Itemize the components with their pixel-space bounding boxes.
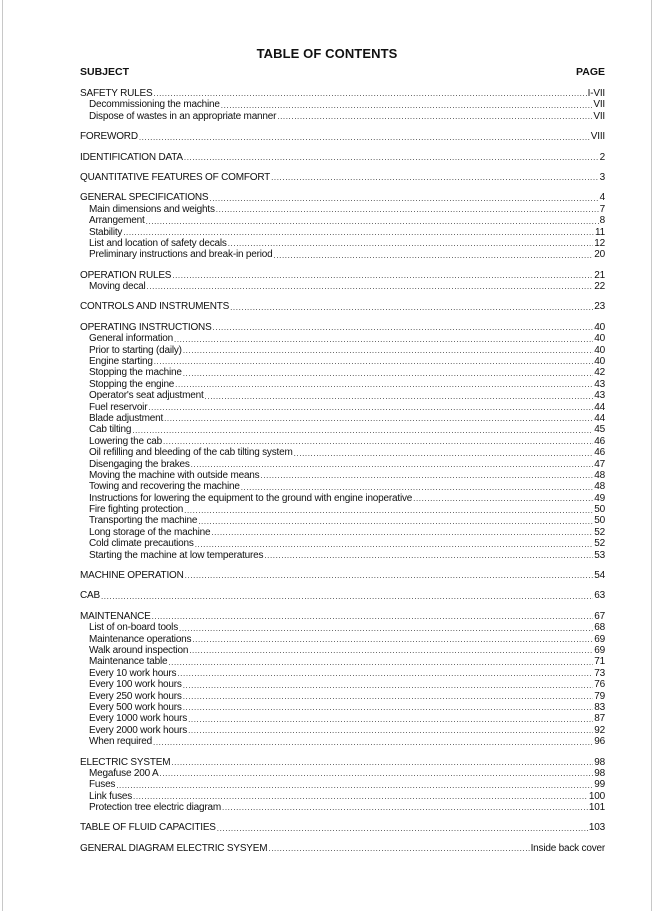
dot-leader xyxy=(152,612,594,622)
entry-page-number: I-VII xyxy=(587,88,605,99)
toc-section-entry[interactable] xyxy=(80,301,605,312)
section-gap xyxy=(80,122,605,131)
toc-subsection-entry[interactable] xyxy=(80,702,605,713)
table-of-contents xyxy=(80,88,605,854)
entry-page-number: 46 xyxy=(594,435,605,447)
toc-section-entry[interactable] xyxy=(80,192,605,203)
entry-page-number: 8 xyxy=(599,215,605,227)
entry-label: Arrangement xyxy=(89,215,145,227)
dot-leader xyxy=(183,346,593,356)
toc-subsection-entry[interactable] xyxy=(80,111,605,122)
toc-subsection-entry[interactable] xyxy=(80,333,605,344)
entry-page-number: VIII xyxy=(590,131,605,143)
entry-label: OPERATING INSTRUCTIONS xyxy=(80,321,212,333)
entry-label: Decommissioning the machine xyxy=(89,99,220,111)
toc-subsection-entry[interactable] xyxy=(80,538,605,549)
entry-page-number: 83 xyxy=(594,701,605,713)
toc-subsection-entry[interactable] xyxy=(80,356,605,367)
entry-page-number: 50 xyxy=(594,515,605,527)
dot-leader xyxy=(268,844,529,854)
entry-label: Disengaging the brakes xyxy=(89,458,190,470)
entry-page-number: 23 xyxy=(594,301,605,313)
entry-page-number: 11 xyxy=(595,226,605,238)
entry-label: GENERAL SPECIFICATIONS xyxy=(80,192,209,204)
toc-subsection-entry[interactable] xyxy=(80,768,605,779)
column-header-page: PAGE xyxy=(576,66,605,78)
toc-subsection-entry[interactable] xyxy=(80,622,605,633)
toc-subsection-entry[interactable] xyxy=(80,679,605,690)
dot-leader xyxy=(185,571,594,581)
entry-label: Every 250 work hours xyxy=(89,690,182,702)
toc-subsection-entry[interactable] xyxy=(80,691,605,702)
entry-page-number: 98 xyxy=(594,767,605,779)
dot-leader xyxy=(133,792,588,802)
dot-leader xyxy=(184,506,593,516)
entry-page-number: 20 xyxy=(594,249,605,261)
dot-leader xyxy=(163,437,593,447)
dot-leader xyxy=(183,703,594,713)
dot-leader xyxy=(177,669,593,679)
toc-section-entry[interactable] xyxy=(80,611,605,622)
dot-leader xyxy=(153,738,593,748)
dot-leader xyxy=(188,726,593,736)
section-gap xyxy=(80,748,605,757)
entry-page-number: 50 xyxy=(594,504,605,516)
entry-page-number: 99 xyxy=(594,779,605,791)
entry-label: List of on-board tools xyxy=(89,622,178,634)
toc-subsection-entry[interactable] xyxy=(80,99,605,110)
toc-subsection-entry[interactable] xyxy=(80,402,605,413)
dot-leader xyxy=(183,681,594,691)
section-gap xyxy=(80,261,605,270)
section-gap xyxy=(80,313,605,322)
entry-label: QUANTITATIVE FEATURES OF COMFORT xyxy=(80,171,271,183)
entry-label: Protection tree electric diagram xyxy=(89,802,221,814)
entry-page-number: 3 xyxy=(599,171,605,183)
toc-subsection-entry[interactable] xyxy=(80,713,605,724)
entry-page-number: 12 xyxy=(594,237,605,249)
toc-section-entry[interactable] xyxy=(80,590,605,601)
dot-leader xyxy=(221,101,593,111)
toc-subsection-entry[interactable] xyxy=(80,791,605,802)
dot-leader xyxy=(189,646,593,656)
section-gap xyxy=(80,581,605,590)
entry-label: Walk around inspection xyxy=(89,645,189,656)
entry-label: SAFETY RULES xyxy=(80,88,153,99)
dot-leader xyxy=(271,173,599,183)
toc-subsection-entry[interactable] xyxy=(80,736,605,747)
toc-subsection-entry[interactable] xyxy=(80,516,605,527)
entry-page-number: 96 xyxy=(594,736,605,748)
toc-subsection-entry[interactable] xyxy=(80,390,605,401)
entry-page-number: 7 xyxy=(599,203,605,215)
entry-page-number: 44 xyxy=(594,401,605,413)
dot-leader xyxy=(228,239,594,249)
dot-leader xyxy=(172,271,593,281)
section-gap xyxy=(80,183,605,192)
dot-leader xyxy=(188,715,593,725)
entry-page-number: 53 xyxy=(594,549,605,561)
dot-leader xyxy=(146,217,599,227)
entry-label: Cab tilting xyxy=(89,424,132,436)
dot-leader xyxy=(213,323,594,333)
entry-page-number: 44 xyxy=(594,412,605,424)
dot-leader xyxy=(205,392,594,402)
entry-page-number: 22 xyxy=(594,281,605,293)
dot-leader xyxy=(294,449,594,459)
dot-leader xyxy=(264,551,593,561)
page-border-left xyxy=(2,0,3,911)
dot-leader xyxy=(175,380,593,390)
toc-subsection-entry[interactable] xyxy=(80,459,605,470)
dot-leader xyxy=(154,357,594,367)
toc-subsection-entry[interactable] xyxy=(80,668,605,679)
dot-leader xyxy=(183,369,594,379)
toc-subsection-entry[interactable] xyxy=(80,345,605,356)
dot-leader xyxy=(164,414,593,424)
entry-page-number: 21 xyxy=(594,269,605,281)
toc-subsection-entry[interactable] xyxy=(80,725,605,736)
entry-label: Stopping the engine xyxy=(89,378,175,390)
entry-page-number: 100 xyxy=(588,790,605,802)
dot-leader xyxy=(153,89,586,99)
dot-leader xyxy=(101,592,593,602)
section-gap xyxy=(80,834,605,843)
dot-leader xyxy=(230,303,593,313)
dot-leader xyxy=(179,624,593,634)
entry-label: Instructions for lowering the equipment to the ground with engine inoperative xyxy=(89,492,413,504)
entry-label: Preliminary instructions and break-in period xyxy=(89,249,273,261)
entry-page-number: 76 xyxy=(594,679,605,691)
dot-leader xyxy=(132,426,593,436)
dot-leader xyxy=(277,112,592,122)
dot-leader xyxy=(222,803,588,813)
entry-page-number: 67 xyxy=(594,610,605,622)
page-title: TABLE OF CONTENTS xyxy=(256,46,398,61)
entry-page-number: 40 xyxy=(594,356,605,368)
toc-section-entry[interactable] xyxy=(80,570,605,581)
section-gap xyxy=(80,561,605,570)
toc-subsection-entry[interactable] xyxy=(80,424,605,435)
entry-page-number: 54 xyxy=(594,570,605,582)
dot-leader xyxy=(217,824,588,834)
dot-leader xyxy=(191,460,594,470)
toc-section-entry[interactable] xyxy=(80,322,605,333)
dot-leader xyxy=(183,692,594,702)
entry-label: IDENTIFICATION DATA xyxy=(80,151,183,163)
entry-label: Stability xyxy=(89,226,123,238)
toc-section-entry[interactable] xyxy=(80,131,605,142)
entry-label: Cold climate precautions xyxy=(89,538,194,550)
toc-subsection-entry[interactable] xyxy=(80,493,605,504)
entry-page-number: 87 xyxy=(594,713,605,725)
entry-label: Every 500 work hours xyxy=(89,701,182,713)
entry-label: Link fuses xyxy=(89,790,133,802)
toc-subsection-entry[interactable] xyxy=(80,227,605,238)
entry-label: When required xyxy=(89,736,152,748)
entry-label: List and location of safety decals xyxy=(89,237,227,249)
dot-leader xyxy=(274,251,594,261)
dot-leader xyxy=(159,769,593,779)
toc-subsection-entry[interactable] xyxy=(80,413,605,424)
toc-subsection-entry[interactable] xyxy=(80,481,605,492)
toc-subsection-entry[interactable] xyxy=(80,550,605,561)
entry-label: Dispose of wastes in an appropriate manner xyxy=(89,110,277,122)
section-gap xyxy=(80,143,605,152)
entry-label: Transporting the machine xyxy=(89,515,198,527)
dot-leader xyxy=(192,635,593,645)
entry-label: MACHINE OPERATION xyxy=(80,570,184,582)
entry-page-number: 43 xyxy=(594,390,605,402)
entry-label: Engine starting xyxy=(89,356,153,368)
entry-page-number: 48 xyxy=(594,481,605,493)
toc-subsection-entry[interactable] xyxy=(80,204,605,215)
entry-label: Operator's seat adjustment xyxy=(89,390,204,402)
entry-label: Main dimensions and weights xyxy=(89,203,215,215)
entry-label: Every 1000 work hours xyxy=(89,713,188,725)
toc-section-entry[interactable] xyxy=(80,172,605,183)
entry-page-number: 45 xyxy=(594,424,605,436)
entry-label: Every 100 work hours xyxy=(89,679,182,691)
entry-label: Moving decal xyxy=(89,281,146,293)
dot-leader xyxy=(195,540,594,550)
dot-leader xyxy=(116,781,593,791)
entry-label: Oil refilling and bleeding of the cab tilting system xyxy=(89,447,293,459)
toc-subsection-entry[interactable] xyxy=(80,379,605,390)
entry-label: OPERATION RULES xyxy=(80,269,172,281)
entry-page-number: 40 xyxy=(594,333,605,345)
toc-section-entry[interactable] xyxy=(80,152,605,163)
entry-label: Every 10 work hours xyxy=(89,667,177,679)
page-border-right xyxy=(651,0,652,911)
toc-subsection-entry[interactable] xyxy=(80,779,605,790)
entry-page-number: 71 xyxy=(594,656,605,668)
toc-subsection-entry[interactable] xyxy=(80,802,605,813)
entry-page-number: 63 xyxy=(594,590,605,602)
dot-leader xyxy=(171,758,593,768)
toc-subsection-entry[interactable] xyxy=(80,436,605,447)
entry-page-number: 52 xyxy=(594,538,605,550)
toc-subsection-entry[interactable] xyxy=(80,447,605,458)
dot-leader xyxy=(168,658,593,668)
entry-label: TABLE OF FLUID CAPACITIES xyxy=(80,822,216,834)
entry-page-number: 40 xyxy=(594,321,605,333)
entry-page-number: 98 xyxy=(594,756,605,768)
toc-subsection-entry[interactable] xyxy=(80,645,605,656)
entry-label: CONTROLS AND INSTRUMENTS xyxy=(80,301,230,313)
toc-subsection-entry[interactable] xyxy=(80,215,605,226)
entry-page-number: 92 xyxy=(594,724,605,736)
dot-leader xyxy=(241,483,594,493)
entry-page-number: 103 xyxy=(588,822,605,834)
dot-leader xyxy=(198,517,593,527)
dot-leader xyxy=(148,403,593,413)
toc-subsection-entry[interactable] xyxy=(80,249,605,260)
entry-label: CAB xyxy=(80,590,100,602)
entry-page-number: 73 xyxy=(594,667,605,679)
dot-leader xyxy=(260,471,593,481)
section-gap xyxy=(80,163,605,172)
toc-section-entry[interactable] xyxy=(80,88,605,99)
dot-leader xyxy=(147,282,594,292)
entry-label: MAINTENANCE xyxy=(80,610,151,622)
entry-label: Maintenance table xyxy=(89,656,168,668)
toc-subsection-entry[interactable] xyxy=(80,281,605,292)
entry-page-number: 2 xyxy=(599,151,605,163)
entry-label: Fuses xyxy=(89,779,116,791)
entry-label: Lowering the cab xyxy=(89,435,162,447)
entry-page-number: 79 xyxy=(594,690,605,702)
dot-leader xyxy=(209,194,598,204)
entry-label: Megafuse 200 A xyxy=(89,767,159,779)
toc-subsection-entry[interactable] xyxy=(80,527,605,538)
entry-label: ELECTRIC SYSTEM xyxy=(80,756,171,768)
entry-label: Stopping the machine xyxy=(89,367,182,379)
dot-leader xyxy=(413,494,593,504)
entry-page-number: Inside back cover xyxy=(530,842,605,854)
entry-label: Long storage of the machine xyxy=(89,526,211,538)
entry-label: FOREWORD xyxy=(80,131,138,143)
entry-page-number: 42 xyxy=(594,367,605,379)
entry-label: Towing and recovering the machine xyxy=(89,481,240,493)
entry-page-number: VII xyxy=(593,110,605,122)
toc-section-entry[interactable] xyxy=(80,270,605,281)
toc-section-entry[interactable] xyxy=(80,822,605,833)
dot-leader xyxy=(216,205,599,215)
entry-page-number: 52 xyxy=(594,526,605,538)
entry-page-number: 47 xyxy=(594,458,605,470)
entry-label: GENERAL DIAGRAM ELECTRIC SYSYEM xyxy=(80,842,268,854)
entry-page-number: 43 xyxy=(594,378,605,390)
entry-label: Fire fighting protection xyxy=(89,504,184,516)
entry-page-number: 101 xyxy=(588,802,605,814)
dot-leader xyxy=(174,335,593,345)
entry-label: Maintenance operations xyxy=(89,633,192,645)
toc-subsection-entry[interactable] xyxy=(80,634,605,645)
toc-section-entry[interactable] xyxy=(80,843,605,854)
entry-page-number: 40 xyxy=(594,344,605,356)
entry-label: Prior to starting (daily) xyxy=(89,344,182,356)
entry-page-number: 68 xyxy=(594,622,605,634)
entry-page-number: 4 xyxy=(599,192,605,204)
entry-page-number: 49 xyxy=(594,492,605,504)
section-gap xyxy=(80,602,605,611)
dot-leader xyxy=(211,528,593,538)
entry-label: Starting the machine at low temperatures xyxy=(89,549,264,561)
dot-leader xyxy=(139,133,590,143)
toc-subsection-entry[interactable] xyxy=(80,367,605,378)
entry-page-number: VII xyxy=(593,99,605,111)
toc-subsection-entry[interactable] xyxy=(80,470,605,481)
toc-subsection-entry[interactable] xyxy=(80,656,605,667)
section-gap xyxy=(80,292,605,301)
section-gap xyxy=(80,813,605,822)
entry-label: Blade adjustment xyxy=(89,412,164,424)
entry-page-number: 48 xyxy=(594,469,605,481)
entry-page-number: 46 xyxy=(594,447,605,459)
entry-page-number: 69 xyxy=(594,633,605,645)
entry-page-number: 69 xyxy=(594,645,605,656)
entry-label: Fuel reservoir xyxy=(89,401,148,413)
entry-label: General information xyxy=(89,333,174,345)
column-header-subject: SUBJECT xyxy=(80,66,130,78)
entry-label: Moving the machine with outside means xyxy=(89,469,260,481)
entry-label: Every 2000 work hours xyxy=(89,724,188,736)
toc-section-entry[interactable] xyxy=(80,757,605,768)
toc-subsection-entry[interactable] xyxy=(80,504,605,515)
dot-leader xyxy=(123,228,594,238)
dot-leader xyxy=(184,153,599,163)
toc-subsection-entry[interactable] xyxy=(80,238,605,249)
